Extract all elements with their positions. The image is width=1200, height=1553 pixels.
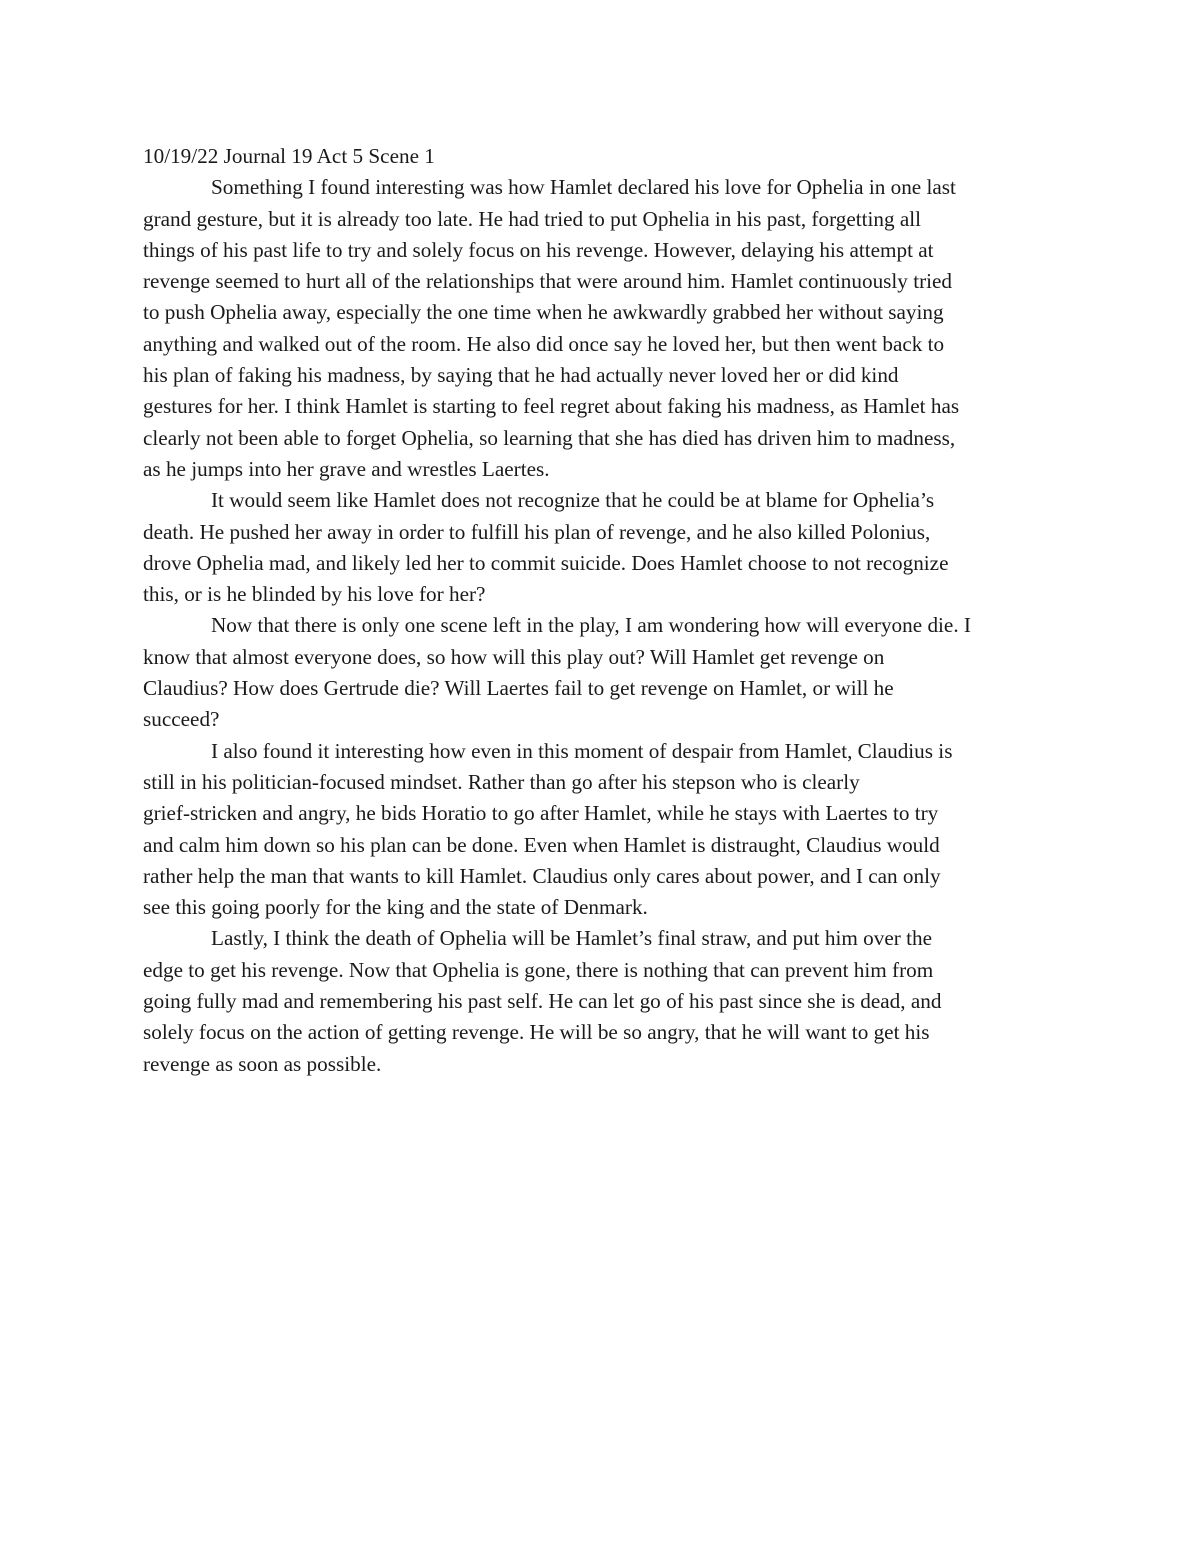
- paragraph-line: still in his politician-focused mindset. Rather than go after his stepson who is clearly: [143, 769, 860, 794]
- paragraph-line: drove Ophelia mad, and likely led her to commit suicide. Does Hamlet choose to not recognize: [143, 550, 949, 575]
- paragraph: [143, 485, 1063, 610]
- paragraph-line: Lastly, I think the death of Ophelia will be Hamlet’s final straw, and put him over the: [211, 926, 932, 951]
- paragraph-line: grand gesture, but it is already too late. He had tried to put Ophelia in his past, forgetting all: [143, 206, 922, 231]
- paragraph-line: grief-stricken and angry, he bids Horatio to go after Hamlet, while he stays with Laertes to try: [143, 801, 939, 826]
- paragraph-line: clearly not been able to forget Ophelia, so learning that she has died has driven him to madness,: [143, 425, 956, 450]
- paragraph-line: Something I found interesting was how Hamlet declared his love for Ophelia in one last: [211, 175, 956, 200]
- paragraph-line: solely focus on the action of getting revenge. He will be so angry, that he will want to get his: [143, 1020, 930, 1045]
- paragraph-line: Now that there is only one scene left in the play, I am wondering how will everyone die. I: [211, 613, 971, 638]
- paragraph: [143, 736, 1063, 924]
- paragraph-line: things of his past life to try and solely focus on his revenge. However, delaying his attempt at: [143, 237, 934, 262]
- paragraph-line: death. He pushed her away in order to fulfill his plan of revenge, and he also killed Polonius,: [143, 519, 931, 544]
- paragraph-line: anything and walked out of the room. He also did once say he loved her, but then went back to: [143, 331, 945, 356]
- paragraph-line: Claudius? How does Gertrude die? Will Laertes fail to get revenge on Hamlet, or will he: [143, 676, 894, 701]
- paragraph-line: gestures for her. I think Hamlet is starting to feel regret about faking his madness, as Hamlet has: [143, 394, 960, 419]
- paragraph-line: revenge seemed to hurt all of the relationships that were around him. Hamlet continuously tried: [143, 269, 953, 294]
- paragraph-line: rather help the man that wants to kill Hamlet. Claudius only cares about power, and I can only: [143, 863, 941, 888]
- paragraph-line: this, or is he blinded by his love for her?: [143, 582, 486, 607]
- paragraph-line: know that almost everyone does, so how will this play out? Will Hamlet get revenge on: [143, 644, 885, 669]
- paragraph-line: to push Ophelia away, especially the one time when he awkwardly grabbed her without saying: [143, 300, 944, 325]
- paragraph-line: revenge as soon as possible.: [143, 1051, 382, 1076]
- document-body: [143, 141, 1063, 1080]
- paragraph-list: [143, 172, 1063, 1080]
- paragraph-line: his plan of faking his madness, by saying that he had actually never loved her or did kind: [143, 363, 899, 388]
- paragraph-line: see this going poorly for the king and the state of Denmark.: [143, 895, 648, 920]
- paragraph-line: edge to get his revenge. Now that Ophelia is gone, there is nothing that can prevent him from: [143, 957, 934, 982]
- paragraph-line: and calm him down so his plan can be done. Even when Hamlet is distraught, Claudius would: [143, 832, 940, 857]
- journal-heading: 10/19/22 Journal 19 Act 5 Scene 1: [143, 144, 435, 168]
- paragraph: [143, 610, 1063, 735]
- paragraph-line: succeed?: [143, 707, 220, 732]
- paragraph-line: as he jumps into her grave and wrestles Laertes.: [143, 456, 550, 481]
- paragraph: [143, 923, 1063, 1079]
- paragraph-line: going fully mad and remembering his past self. He can let go of his past since she is dead, and: [143, 989, 942, 1014]
- paragraph-line: It would seem like Hamlet does not recognize that he could be at blame for Ophelia’s: [211, 488, 935, 513]
- paragraph: [143, 172, 1063, 485]
- paragraph-line: I also found it interesting how even in this moment of despair from Hamlet, Claudius is: [211, 738, 953, 763]
